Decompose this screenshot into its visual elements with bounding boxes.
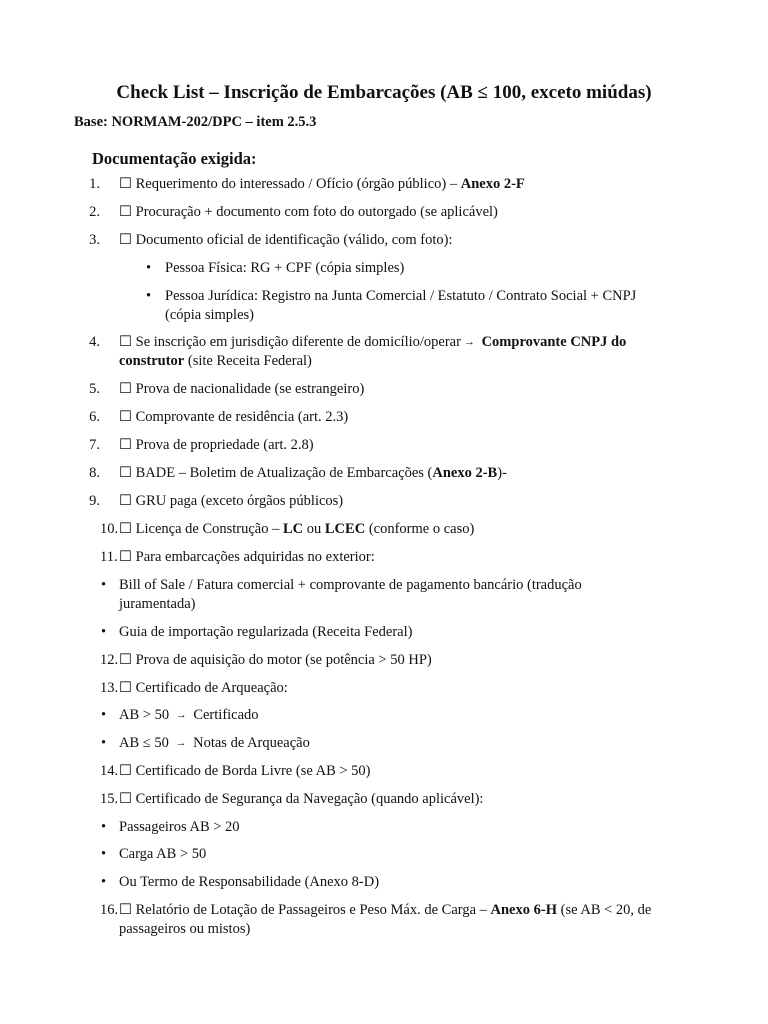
- checklist-item-5: 5. ☐ Prova de nacionalidade (se estrangeiro): [89, 381, 365, 397]
- checklist-item-15: 15. ☐ Certificado de Segurança da Navegação (quando aplicável):: [100, 791, 484, 807]
- checklist-subitem-13a: • AB > 50 → Certificado: [101, 707, 259, 723]
- base-reference: Base: NORMAM-202/DPC – item 2.5.3: [74, 114, 317, 130]
- checklist-item-4: 4. ☐ Se inscrição em jurisdição diferente de domicílio/operar → Comprovante CNPJ do construtor (site Receita Federal): [89, 334, 627, 369]
- page-title: Check List – Inscrição de Embarcações (AB ≤ 100, exceto miúdas): [116, 82, 652, 103]
- checklist-subitem-3a: • Pessoa Física: RG + CPF (cópia simples): [146, 260, 405, 276]
- checklist-subitem-3b: • Pessoa Jurídica: Registro na Junta Comercial / Estatuto / Contrato Social + CNPJ (cópia simples): [146, 288, 637, 323]
- arrow-right-icon: →: [175, 709, 187, 721]
- checklist-item-9: 9. ☐ GRU paga (exceto órgãos públicos): [89, 493, 344, 509]
- section-heading: Documentação exigida:: [92, 149, 257, 168]
- checklist-subitem-11a: • Bill of Sale / Fatura comercial + comprovante de pagamento bancário (tradução juramentada): [101, 577, 582, 612]
- checklist-subitem-11b: • Guia de importação regularizada (Receita Federal): [101, 624, 413, 640]
- checklist-subitem-13b: • AB ≤ 50 → Notas de Arqueação: [101, 735, 310, 751]
- checklist-subitem-15b: • Carga AB > 50: [101, 846, 207, 862]
- checklist-item-14: 14. ☐ Certificado de Borda Livre (se AB > 50): [100, 763, 371, 779]
- checklist-item-1: 1. ☐ Requerimento do interessado / Ofício (órgão público) – Anexo 2-F: [89, 176, 525, 192]
- checklist-item-13: 13. ☐ Certificado de Arqueação:: [100, 680, 288, 696]
- arrow-right-icon: →: [175, 737, 187, 749]
- checklist-item-2: 2. ☐ Procuração + documento com foto do outorgado (se aplicável): [89, 204, 498, 220]
- checklist-item-8: 8. ☐ BADE – Boletim de Atualização de Embarcações (Anexo 2-B)-: [89, 465, 507, 481]
- checklist-item-10: 10. ☐ Licença de Construção – LC ou LCEC (conforme o caso): [100, 521, 475, 537]
- checklist-item-3: 3. ☐ Documento oficial de identificação (válido, com foto):: [89, 232, 453, 248]
- arrow-right-icon: →: [463, 336, 475, 348]
- checklist-item-16: 16. ☐ Relatório de Lotação de Passageiros e Peso Máx. de Carga – Anexo 6-H (se AB < 20, de passageiros ou mistos): [100, 902, 652, 937]
- checklist-item-11: 11. ☐ Para embarcações adquiridas no exterior:: [100, 549, 375, 565]
- checklist-subitem-15a: • Passageiros AB > 20: [101, 819, 240, 835]
- checklist-item-7: 7. ☐ Prova de propriedade (art. 2.8): [89, 437, 314, 453]
- checklist-item-12: 12. ☐ Prova de aquisição do motor (se potência > 50 HP): [100, 652, 432, 668]
- checklist-item-6: 6. ☐ Comprovante de residência (art. 2.3): [89, 409, 349, 425]
- checklist-subitem-15c: • Ou Termo de Responsabilidade (Anexo 8-D): [101, 874, 380, 890]
